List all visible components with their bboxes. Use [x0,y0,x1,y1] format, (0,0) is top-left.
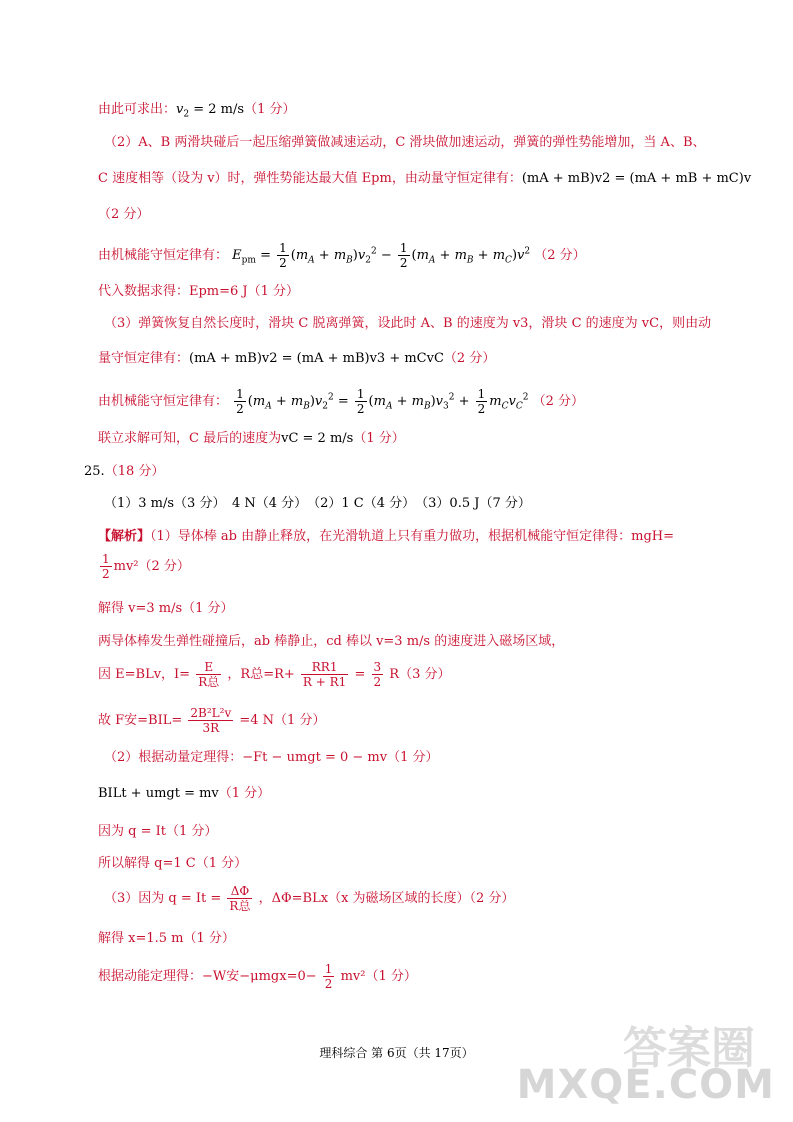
momentum-eq-2: (mA + mB)v2 = (mA + mB)v3 + mCvC [189,351,444,366]
fraction-half: $\frac{1}{2}$ [477,387,486,416]
vc-eq: vC = 2 m/s [281,431,354,446]
line-1: 由此可求出：$v_2 = 2$ m/s（1 分） [98,102,296,120]
line-3: C 速度相等（设为 v）时，弹性势能达最大值 Epm，由动量守恒定律有：(mA + mB)v2 = (mA + mB + mC)v [98,171,752,186]
fraction-half: $\frac{1}{2}$ [102,552,110,581]
watermark: MXQE.COM [516,1062,775,1108]
line-16: BILt + umgt = mv（1 分） [98,786,271,801]
fraction-half: $\frac{1}{2}$ [399,241,408,270]
line-14: 故 F安=BIL= $\frac{\text{2B²L²v}}{3R}$ =4 N（1 分） [98,706,326,735]
line-13: 因 E=BLv，I= $\frac{E}{\text{R总}}$ ，R总=R+ $\frac{RR1}{R + R1}$ = $\frac{3}{2}$ R（3 分） [98,660,451,689]
line-6: 代入数据求得：Epm=6 J（1 分） [98,284,300,299]
line-4: （2 分） [98,207,150,222]
analysis-line: 【解析】（1）导体棒 ab 由静止释放，在光滑轨道上只有重力做功，根据机械能守恒定律得：mgH= [98,529,675,544]
fraction-half: $\frac{1}{2}$ [279,241,287,270]
energy-eq-1: $E_{pm}$ = $\frac{1}{2}$ $(m_A + m_B)v_2^2$ − $\frac{1}{2}$ $(m_A + m_B + m_C)v^2$ [232,241,531,270]
line-21: 根据动能定理得：−W安−μmgx=0− $\frac{1}{2}$ mv²（1 分） [98,962,417,991]
analysis-tag: 【解析】 [98,529,151,544]
fraction-half: $\frac{1}{2}$ [236,387,244,416]
fraction-parallel: $\frac{RR1}{R + R1}$ [302,660,347,689]
fraction-e-r: $\frac{E}{\text{R总}}$ [198,660,220,689]
line-9: 由机械能守恒定律有： $\frac{1}{2}$ $(m_A + m_B)v_2^2$ = $\frac{1}{2}$ $(m_A + m_B)v_3^2$ + $\frac{1}{2}$ $m_Cv_C^2$ （2 分） [98,387,585,416]
answer-summary: （1）3 m/s（3 分） 4 N（4 分） （2）1 C（4 分） （3）0.5 J（7 分） [104,496,531,511]
momentum-eq: (mA + mB)v2 = (mA + mB + mC)v [521,171,752,186]
line-12: 两导体棒发生弹性碰撞后，ab 棒静止，cd 棒以 v=3 m/s 的速度进入磁场区域， [98,634,565,649]
fraction-half: $\frac{1}{2}$ [324,962,333,991]
fraction-dphi: $\frac{\Delta\Phi}{\text{R总}}$ [229,884,251,913]
energy-eq-2: $\frac{1}{2}$ $(m_A + m_B)v_2^2$ = $\frac{1}{2}$ $(m_A + m_B)v_3^2$ + $\frac{1}{2}$ $m_Cv_C^2$ [236,387,529,416]
line-11: 解得 v=3 m/s（1 分） [98,601,234,616]
line-19: （3）因为 q = It = $\frac{\Delta\Phi}{\text{R总}}$ ，ΔΦ=BLx（x 为磁场区域的长度）（2 分） [104,884,515,913]
fraction-half: $\frac{1}{2}$ [356,387,365,416]
line-17: 因为 q = It（1 分） [98,824,218,839]
v2-eq: $v_2 = 2$ m/s [176,102,245,120]
line-half-mv2: $\frac{1}{2}$ mv²（2 分） [102,552,190,581]
line-10: 联立求解可知，C 最后的速度为vC = 2 m/s（1 分） [98,431,405,446]
question-25: 25.（18 分） [84,464,165,479]
page-footer: 理科综合 第 6页（共 17页） [319,1046,474,1060]
line-7: （3）弹簧恢复自然长度时，滑块 C 脱离弹簧，设此时 A、B 的速度为 v3，滑块 C 的速度为 vC，则由动 [104,316,712,331]
line-20: 解得 x=1.5 m（1 分） [98,931,235,946]
line-8: 量守恒定律有：(mA + mB)v2 = (mA + mB)v3 + mCvC（2 分） [98,351,496,366]
line-2: （2）A、B 两滑块碰后一起压缩弹簧做减速运动，C 滑块做加速运动，弹簧的弹性势能增加，当 A、B、 [104,135,706,150]
line-15: （2）根据动量定理得：−Ft − umgt = 0 − mv（1 分） [104,750,439,765]
line-18: 所以解得 q=1 C（1 分） [98,856,248,871]
fraction-force: $\frac{\text{2B²L²v}}{3R}$ [190,706,232,735]
line-5: 由机械能守恒定律有： $E_{pm}$ = $\frac{1}{2}$ $(m_A + m_B)v_2^2$ − $\frac{1}{2}$ $(m_A + m_B + m_C)v^2$ （2 分） [98,241,586,270]
watermark-logo: 答案圈 [623,1023,755,1074]
fraction-three-half: $\frac{3}{2}$ [373,660,382,689]
